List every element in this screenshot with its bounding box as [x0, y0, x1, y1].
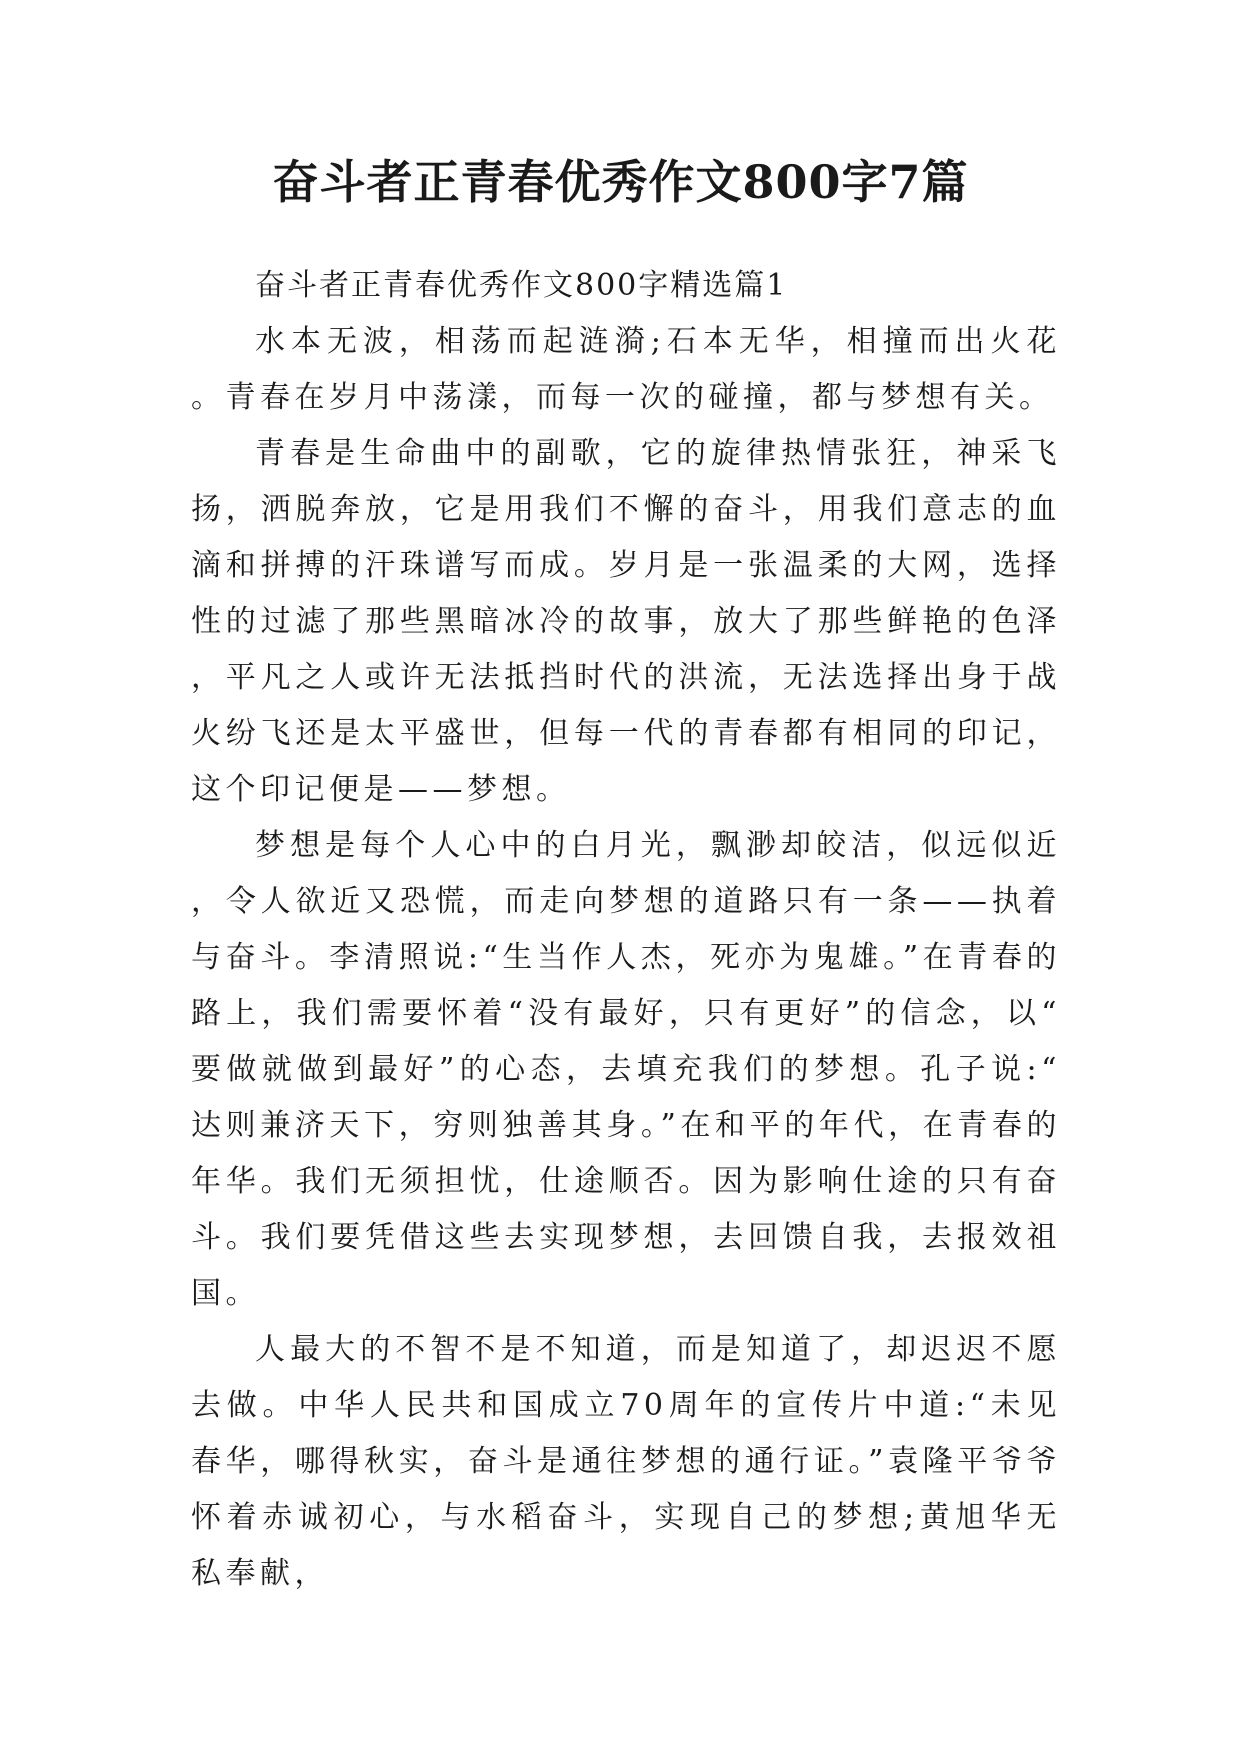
paragraph: 梦想是每个人心中的白月光，飘渺却皎洁，似远似近，令人欲近又恐慌，而走向梦想的道路只有一条——执着与奋斗。李清照说:“生当作人杰，死亦为鬼雄。”在青春的路上，我们需要怀着“没有最好，只有更好”的信念，以“要做就做到最好”的心态，去填充我们的梦想。孔子说:“达则兼济天下，穷则独善其身。”在和平的年代，在青春的年华。我们无须担忧，仕途顺否。因为影响仕途的只有奋斗。我们要凭借这些去实现梦想，去回馈自我，去报效祖国。: [191, 828, 1061, 1311]
paragraph: 水本无波，相荡而起涟漪;石本无华，相撞而出火花。青春在岁月中荡漾，而每一次的碰撞，都与梦想有关。: [191, 324, 1061, 415]
document-title: 奋斗者正青春优秀作文800字7篇: [272, 155, 969, 209]
document-body: [191, 258, 1061, 1602]
paragraph: 青春是生命曲中的副歌，它的旋律热情张狂，神采飞扬，洒脱奔放，它是用我们不懈的奋斗，用我们意志的血滴和拼搏的汗珠谱写而成。岁月是一张温柔的大网，选择性的过滤了那些黑暗冰冷的故事，放大了那些鲜艳的色泽，平凡之人或许无法抵挡时代的洪流，无法选择出身于战火纷飞还是太平盛世，但每一代的青春都有相同的印记，这个印记便是——梦想。: [191, 436, 1061, 807]
section-heading: 奋斗者正青春优秀作文800字精选篇1: [255, 268, 788, 303]
paragraph: 人最大的不智不是不知道，而是知道了，却迟迟不愿去做。中华人民共和国成立70周年的宣传片中道:“未见春华，哪得秋实，奋斗是通往梦想的通行证。”袁隆平爷爷怀着赤诚初心，与水稻奋斗，实现自己的梦想;黄旭华无私奉献，: [191, 1332, 1061, 1591]
